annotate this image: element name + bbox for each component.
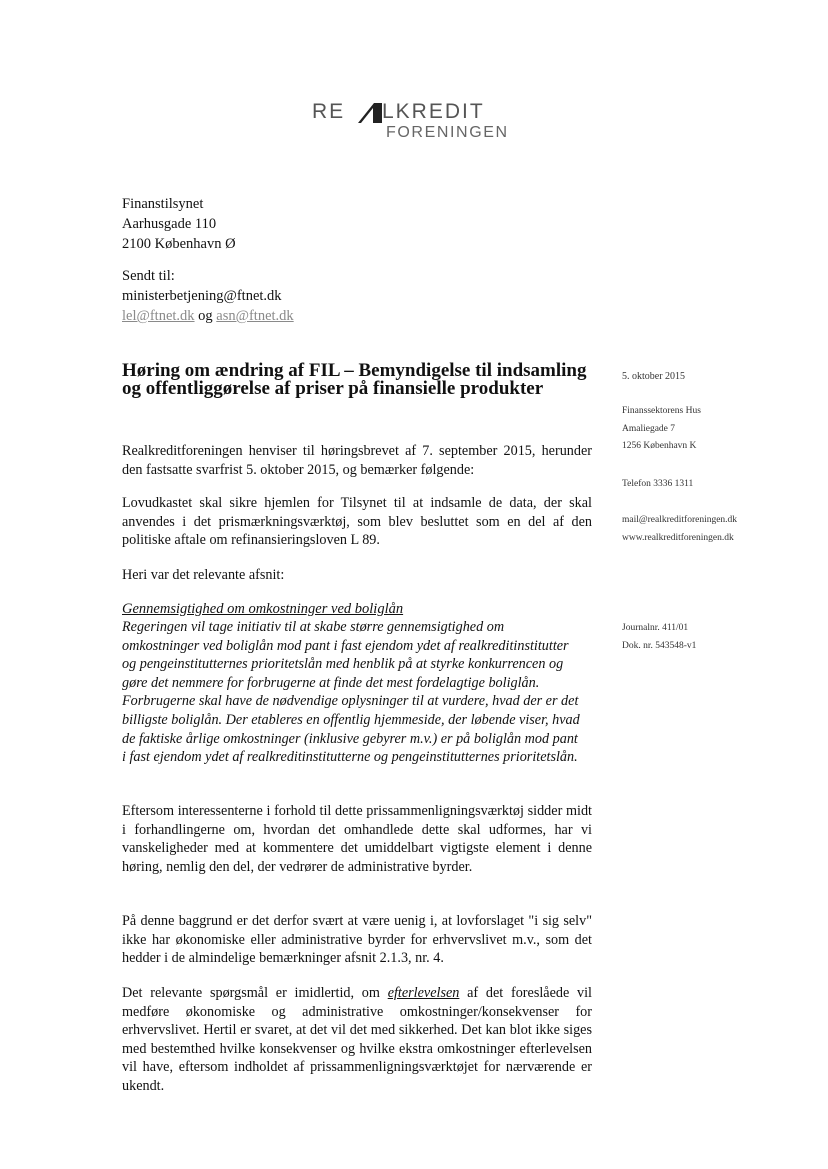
sidebar-website[interactable]: www.realkreditforeningen.dk <box>622 532 734 543</box>
recipient-name: Finanstilsynet <box>122 196 204 212</box>
sent-to-email-lel[interactable]: lel@ftnet.dk <box>122 308 195 324</box>
sidebar-journal-number: Journalnr. 411/01 <box>622 623 689 633</box>
paragraph-burdens: På denne baggrund er det derfor svært at være uenig i, at lovforslaget "i sig selv" ikke har økonomiske eller administrative byrder for erhvervslivet m.v., som det hedder i de almindelige bemærkninger afsnit 2.1.3, nr. 4. <box>122 913 592 967</box>
paragraph-section-intro: Heri var det relevante afsnit: <box>122 567 285 583</box>
sidebar-contact <box>622 512 737 547</box>
logo-subtitle: FORENINGEN <box>386 124 509 141</box>
sent-to-email-asn[interactable]: asn@ftnet.dk <box>216 308 294 324</box>
sidebar-phone: Telefon 3336 1311 <box>622 479 694 489</box>
sidebar-city: 1256 København K <box>622 441 697 451</box>
sidebar-reference <box>622 620 696 655</box>
sent-to-email-secondary-line <box>122 306 294 326</box>
paragraph-purpose: Lovudkastet skal sikre hjemlen for Tilsynet til at indsamle de data, der skal anvendes i det prismærkningsværktøj, som blev besluttet som en del af den politiske aftale om refinansieringsloven L 89. <box>122 495 592 549</box>
paragraph-stakeholders: Eftersom interessenterne i forhold til dette prissammenligningsværktøj sidder midt i forhandlingerne om, hvordan det omhandlede dette skal udformes, har vi vanskeligheder med at kommentere det umiddelbart vigtigste element i denne høring, nemlig den del, der vedrører de administrative byrder. <box>122 803 592 875</box>
paragraph-intro: Realkreditforeningen henviser til høringsbrevet af 7. september 2015, herunder den fastsatte svarfrist 5. oktober 2015, og bemærker følgende: <box>122 443 592 478</box>
paragraph-compliance: Det relevante spørgsmål er imidlertid, om efterlevelsen af det foreslåede vil medføre økonomiske og administrative omkostninger/konsekvenser for erhvervslivet. Hertil er svaret, at det vil det med sikkerhed. Det kan blot ikke siges med bestemthed hvilke konsekvenser og hvilke ekstra omkostninger efterlevelsen vil have, eftersom indholdet af prissammenligningsværktøjet for nærværende er ukendt. <box>122 985 592 1094</box>
sidebar-street: Amaliegade 7 <box>622 423 676 434</box>
section-heading: Gennemsigtighed om omkostninger ved boliglån <box>122 601 404 617</box>
sent-to-joiner: og <box>198 308 213 324</box>
sidebar-org: Finanssektorens Hus <box>622 406 701 416</box>
sidebar-email[interactable]: mail@realkreditforeningen.dk <box>622 515 738 525</box>
emphasis-efterlevelsen: efterlevelsen <box>387 985 460 1001</box>
sent-to-block <box>122 266 294 326</box>
sent-to-label: Sendt til: <box>122 268 175 284</box>
sidebar-address <box>622 403 701 456</box>
sidebar-date: 5. oktober 2015 <box>622 371 686 382</box>
recipient-city: 2100 København Ø <box>122 236 236 252</box>
document-title: Høring om ændring af FIL – Bemyndigelse til indsamling og offentliggørelse af priser på finansielle produkter <box>122 360 587 399</box>
recipient-address <box>122 194 236 254</box>
sent-to-email-primary[interactable]: ministerbetjening@ftnet.dk <box>122 288 282 304</box>
realkreditforeningen-logo: RE LKREDIT FORENINGEN <box>312 100 509 141</box>
quoted-section: Regeringen vil tage initiativ til at skabe større gennemsigtighed om omkostninger ved boliglån mod pant i fast ejendom ydet af realkreditinstitutter og pengeinstitutternes prioritetslån med henblik på at styrke konkurrencen og gøre det nemmere for forbrugerne at finde det mest fordelagtige boliglån. Forbrugerne skal have de nødvendige oplysninger til at vurdere, hvad der er det billigste boliglån. Der etableres en offentlig hjemmeside, der løbende viser, hvad de faktiske årlige omkostninger (inklusive gebyrer m.v.) er på boliglån mod pant i fast ejendom ydet af realkreditinstitutterne og pengeinstitutternes prioritetslån. <box>122 619 580 766</box>
recipient-street: Aarhusgade 110 <box>122 216 217 232</box>
sidebar-document-number: Dok. nr. 543548-v1 <box>622 640 697 651</box>
logo-mark-icon <box>358 103 382 123</box>
